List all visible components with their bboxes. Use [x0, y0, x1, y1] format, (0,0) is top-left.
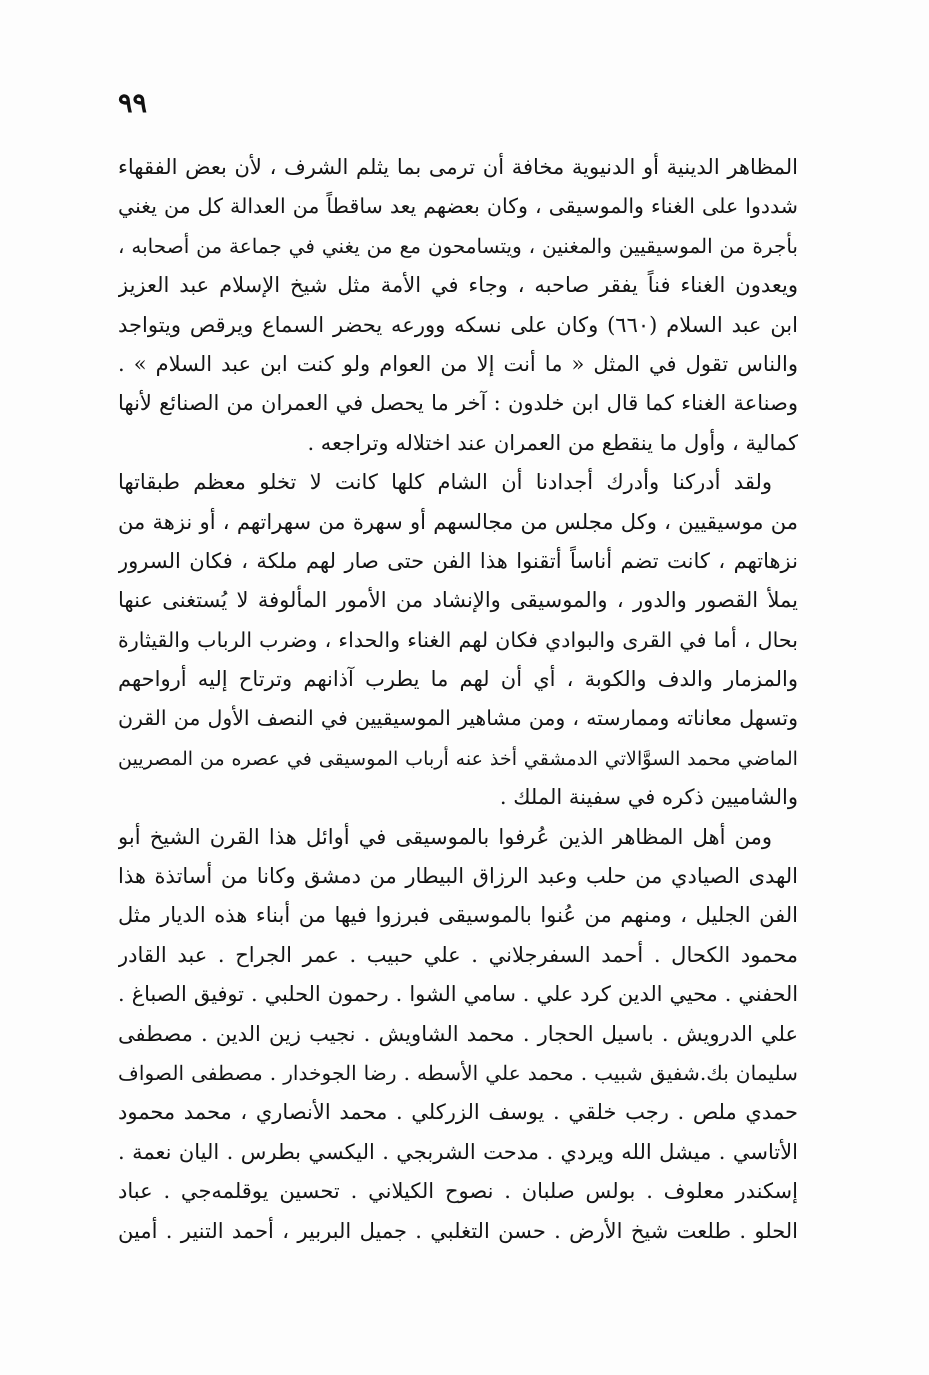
text-line: ويعدون الغناء فناً يفقر صاحبه ، وجاء في الأمة مثل شيخ الإسلام عبد العزيز — [118, 273, 798, 298]
text-line: بأجرة من الموسيقيين والمغنين ، ويتسامحون مع من يغني في جماعة من أصحابه ، — [118, 233, 798, 258]
text-line: والشاميين ذكره في سفينة الملك . — [499, 785, 798, 810]
text-line: الأتاسي . ميشل الله ويردي . مدحت الشربجي . اليكسي بطرس . اليان نعمة . — [118, 1139, 798, 1164]
text-line: إسكندر معلوف . بولس صلبان . نصوح الكيلاني . تحسين يوقلمه‌جي . عباد — [118, 1179, 798, 1204]
text-line: وتسهل معاناته وممارسته ، ومن مشاهير الموسيقيين في النصف الأول من القرن — [118, 706, 798, 731]
text-line: والمزمار والدف والكوبة ، أي أن لهم ما يطرب آذانهم وترتاح إليه أرواحهم — [118, 667, 798, 692]
paragraph-3 — [118, 818, 798, 1251]
text-line: كمالية ، وأول ما ينقطع من العمران عند اختلاله وتراجعه . — [307, 430, 798, 455]
text-line: والناس تقول في المثل « ما أنت إلا من العوام ولو كنت ابن عبد السلام » . — [118, 351, 798, 376]
text-line: الحلو . طلعت شيخ الأرض . حسن التغلبي . جميل البربير ، أحمد التنير . أمين — [118, 1218, 798, 1243]
text-line: المظاهر الدينية أو الدنيوية مخافة أن ترمى بما يثلم الشرف ، لأن بعض الفقهاء — [118, 155, 798, 179]
text-line: علي الدرويش . باسيل الحجار . محمد الشاويش . نجيب زين الدين . مصطفى — [118, 1021, 798, 1046]
paragraph-2 — [118, 463, 798, 818]
text-line: ومن أهل المظاهر الذين عُرفوا بالموسيقى في أوائل هذا القرن الشيخ أبو — [118, 824, 772, 849]
text-line: الحفني . محيي الدين كرد علي . سامي الشوا . رحمون الحلبي . توفيق الصباغ . — [118, 982, 798, 1007]
text-line: نزهاتهم ، كانت تضم أناساً أتقنوا هذا الفن حتى صار لهم ملكة ، فكان السرور — [118, 548, 798, 573]
text-line: شددوا على الغناء والموسيقى ، وكان بعضهم يعد ساقطاً من العدالة كل من يغني — [118, 194, 798, 219]
text-line: الهدى الصيادي من حلب وعبد الرزاق البيطار من دمشق وكانا من أساتذة هذا — [118, 864, 798, 889]
text-line: سليمان بك.شفيق شبيب . محمد علي الأسطه . رضا الجوخدار . مصطفى الصواف — [118, 1060, 798, 1085]
text-line: محمود الكحال . أحمد السفرجلاني . علي حبيب . عمر الجراح . عبد القادر — [118, 942, 798, 967]
page-number: ٩٩ — [118, 88, 148, 119]
text-line: بحال ، أما في القرى والبوادي فكان لهم الغناء والحداء ، وضرب الرباب والقيثارة — [118, 627, 798, 652]
text-line: ولقد أدركنا وأدرك أجدادنا أن الشام كلها كانت لا تخلو معظم طبقاتها — [118, 470, 772, 495]
text-line: حمدي ملص . رجب خلقي . يوسف الزركلي . محمد الأنصاري ، محمد محمود — [118, 1100, 798, 1125]
text-line: الماضي محمد السوَّالاتي الدمشقي أخذ عنه أرباب الموسيقى في عصره من المصريين — [118, 746, 798, 770]
text-line: وصناعة الغناء كما قال ابن خلدون : آخر ما يحصل في العمران من الصنائع لأنها — [118, 391, 798, 416]
text-line: الفن الجليل ، ومنهم من عُنوا بالموسيقى فبرزوا فيها من أبناء هذه الديار مثل — [118, 903, 798, 928]
text-line: من موسيقيين ، وكل مجلس من مجالسهم أو سهرة من سهراتهم ، أو نزهة من — [118, 509, 798, 534]
text-line: ابن عبد السلام (٦٦٠) وكان على نسكه وورعه يحضر السماع ويرقص ويتواجد — [118, 312, 798, 337]
body-text — [118, 148, 798, 1251]
text-line: يملأ القصور والدور ، والموسيقى والإنشاد من الأمور المألوفة لا يُستغنى عنها — [118, 588, 798, 613]
paragraph-1 — [118, 148, 798, 463]
